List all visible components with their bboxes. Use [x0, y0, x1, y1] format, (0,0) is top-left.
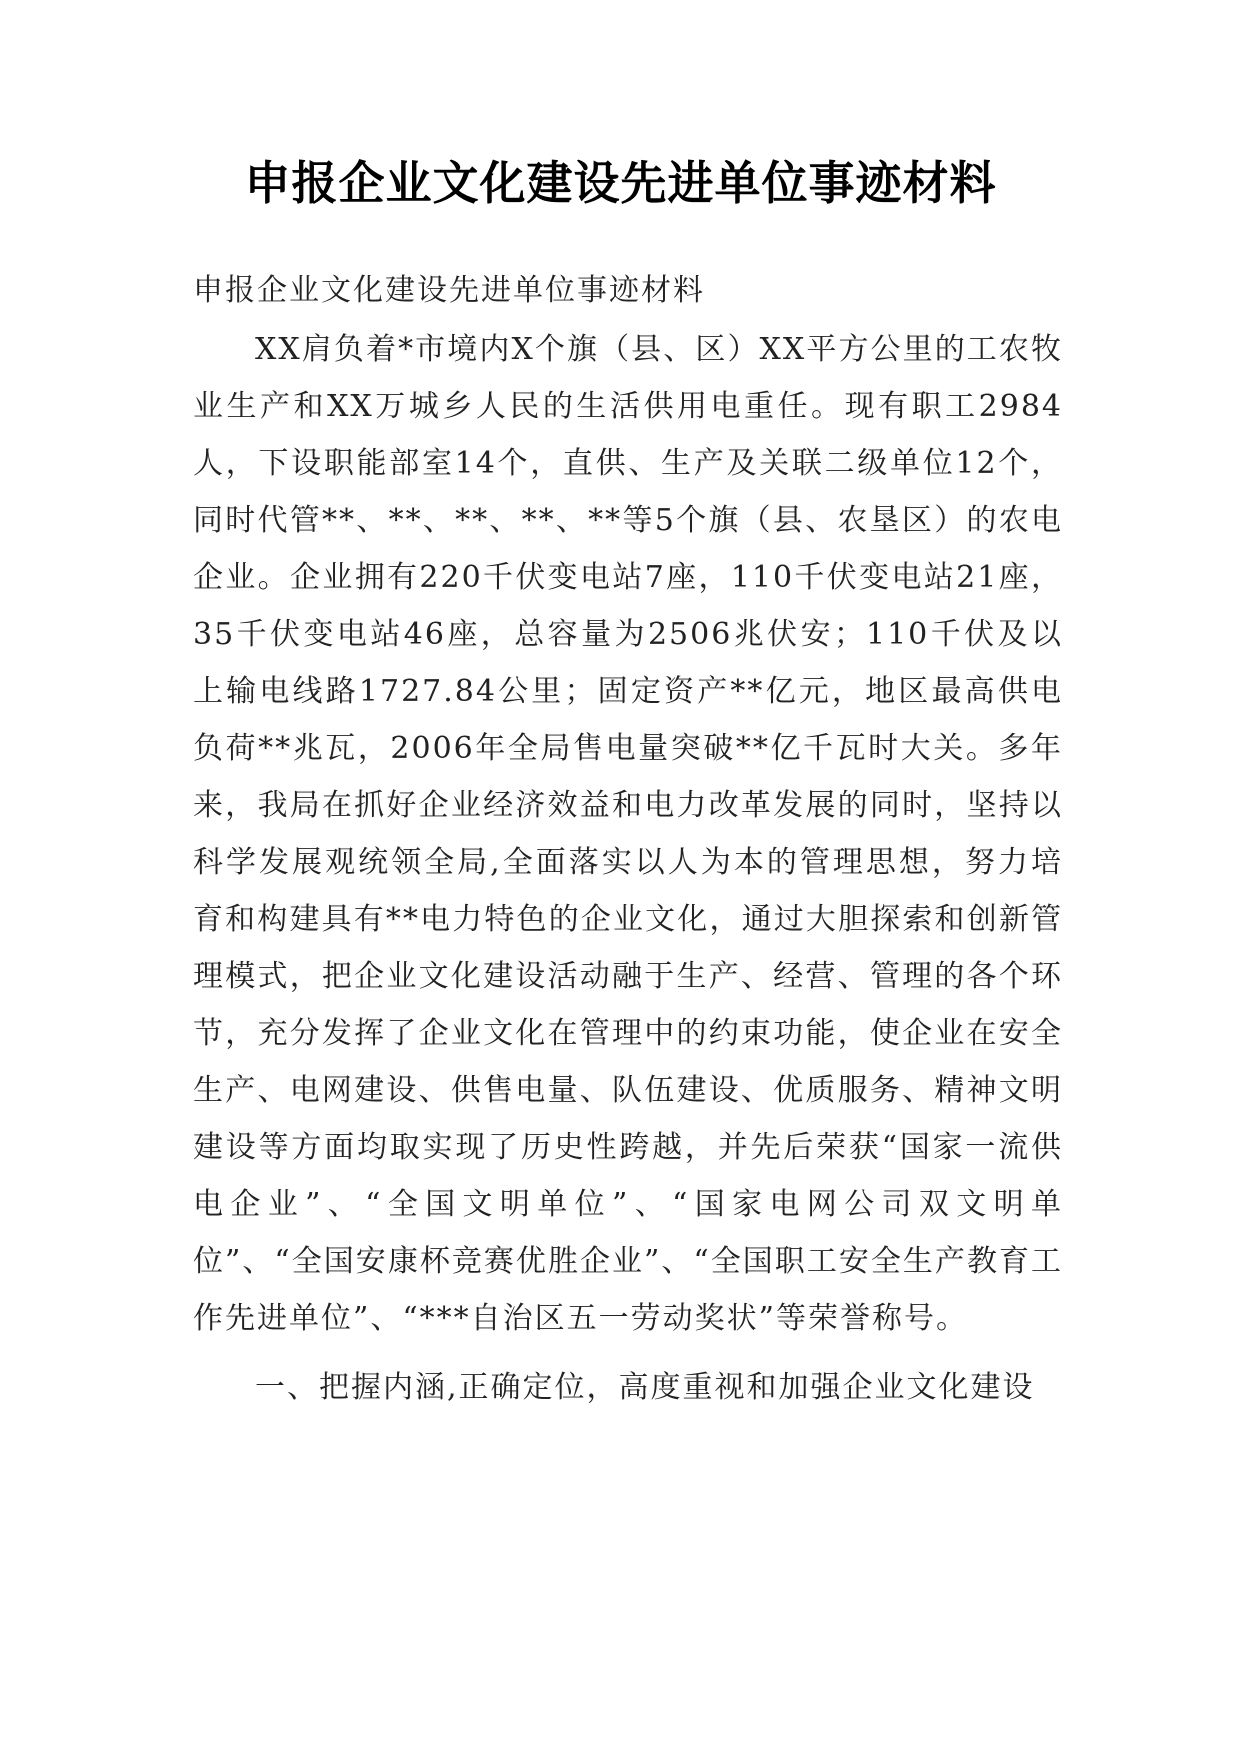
- document-title: 申报企业文化建设先进单位事迹材料: [244, 156, 997, 210]
- intro-paragraph: XX肩负着*市境内X个旗（县、区）XX平方公里的工农牧业生产和XX万城乡人民的生活供用电重任。现有职工2984人，下设职能部室14个，直供、生产及关联二级单位12个，同时代管**、**、**、**、**等5个旗（县、农垦区）的农电企业。企业拥有220千伏变电站7座，110千伏变电站21座，35千伏变电站46座，总容量为2506兆伏安；110千伏及以上输电线路1727.84公里；固定资产**亿元，地区最高供电负荷**兆瓦，2006年全局售电量突破**亿千瓦时大关。多年来，我局在抓好企业经济效益和电力改革发展的同时，坚持以科学发展观统领全局,全面落实以人为本的管理思想，努力培育和构建具有**电力特色的企业文化，通过大胆探索和创新管理模式，把企业文化建设活动融于生产、经营、管理的各个环节，充分发挥了企业文化在管理中的约束功能，使企业在安全生产、电网建设、供售电量、队伍建设、优质服务、精神文明建设等方面均取实现了历史性跨越，并先后荣获“国家一流供电企业”、“全国文明单位”、“国家电网公司双文明单位”、“全国安康杯竞赛优胜企业”、“全国职工安全生产教育工作先进单位”、“***自治区五一劳动奖状”等荣誉称号。: [193, 332, 1063, 1336]
- document-subtitle: 申报企业文化建设先进单位事迹材料: [193, 273, 705, 308]
- section-heading: 一、把握内涵,正确定位，高度重视和加强企业文化建设: [255, 1370, 1035, 1405]
- document-body: [193, 262, 1063, 1416]
